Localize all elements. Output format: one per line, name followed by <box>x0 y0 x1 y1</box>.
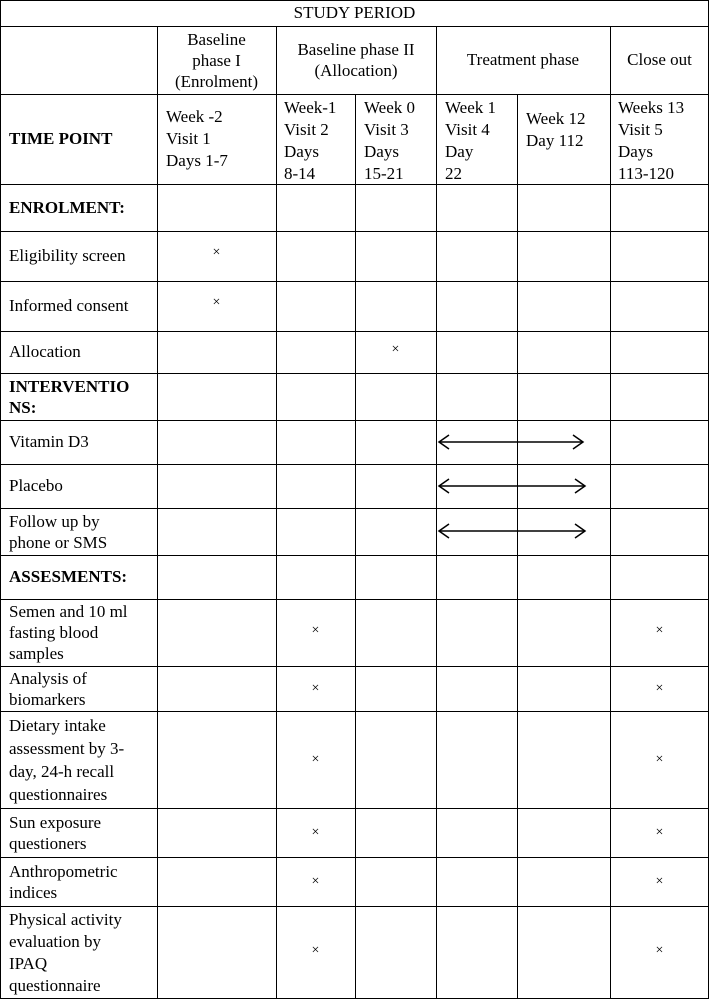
mark-semen-close-out: × <box>655 623 664 638</box>
mark-consent-week-minus-2: × <box>212 295 221 310</box>
row-biomarkers: Analysis of biomarkers <box>9 668 87 709</box>
time-point-week-0: Week 0 Visit 3 Days 15-21 <box>364 98 416 183</box>
row-enrolment: ENROLMENT: <box>9 197 125 217</box>
mark-allocation-week-0: × <box>391 342 400 357</box>
row-placebo: Placebo <box>9 476 63 495</box>
placebo-duration-arrow-icon <box>436 478 590 494</box>
grid-line <box>0 0 709 1</box>
mark-physical-close-out: × <box>655 942 664 958</box>
phase-baseline-2: Baseline phase II (Allocation) <box>297 40 415 80</box>
grid-line <box>157 26 158 999</box>
vitamin-d3-duration-arrow-icon <box>436 434 590 450</box>
time-point-label: TIME POINT <box>9 129 113 148</box>
row-assessments: ASSESMENTS: <box>9 567 128 586</box>
phase-baseline-1: Baseline phase I (Enrolment) <box>174 29 259 91</box>
mark-dietary-close-out: × <box>655 751 664 767</box>
mark-dietary-week-minus-1: × <box>311 751 320 767</box>
row-allocation: Allocation <box>9 342 81 361</box>
time-point-week-12: Week 12 Day 112 <box>526 109 586 150</box>
row-follow-up: Follow up by phone or SMS <box>9 511 108 552</box>
phase-close-out: Close out <box>627 50 692 69</box>
grid-line <box>276 26 277 999</box>
row-anthropometric: Anthropometric indices <box>9 861 118 902</box>
mark-biomarkers-close-out: × <box>655 680 664 696</box>
mark-anthro-close-out: × <box>655 873 664 889</box>
row-semen-blood: Semen and 10 ml fasting blood samples <box>9 602 128 663</box>
grid-line <box>610 26 611 999</box>
time-point-week-minus-1: Week-1 Visit 2 Days 8-14 <box>284 98 337 183</box>
row-physical-activity: Physical activity evaluation by IPAQ questionnaire <box>9 909 122 995</box>
mark-semen-week-minus-1: × <box>311 623 320 638</box>
row-dietary-intake: Dietary intake assessment by 3- day, 24-h recall questionnaires <box>9 715 125 804</box>
study-period-header: STUDY PERIOD <box>293 3 416 22</box>
grid-line <box>436 26 437 999</box>
phase-treatment: Treatment phase <box>466 50 580 69</box>
time-point-week-13: Weeks 13 Visit 5 Days 113-120 <box>618 98 685 183</box>
mark-anthro-week-minus-1: × <box>311 873 320 889</box>
mark-biomarkers-week-minus-1: × <box>311 680 320 696</box>
grid-line <box>517 94 518 999</box>
grid-line <box>355 94 356 999</box>
time-point-week-1: Week 1 Visit 4 Day 22 <box>445 98 497 183</box>
time-point-week-minus-2: Week -2 Visit 1 Days 1-7 <box>166 107 228 170</box>
grid-line <box>0 0 1 999</box>
row-interventions: INTERVENTIO NS: <box>9 376 130 417</box>
mark-sun-week-minus-1: × <box>311 824 320 840</box>
grid-line <box>0 26 709 27</box>
row-eligibility-screen: Eligibility screen <box>9 246 126 265</box>
row-informed-consent: Informed consent <box>9 296 129 315</box>
mark-eligibility-week-minus-2: × <box>212 245 221 260</box>
row-sun-exposure: Sun exposure questioners <box>9 812 102 853</box>
mark-sun-close-out: × <box>655 824 664 840</box>
follow-up-duration-arrow-icon <box>436 523 590 539</box>
row-vitamin-d3: Vitamin D3 <box>9 432 89 451</box>
mark-physical-week-minus-1: × <box>311 942 320 958</box>
